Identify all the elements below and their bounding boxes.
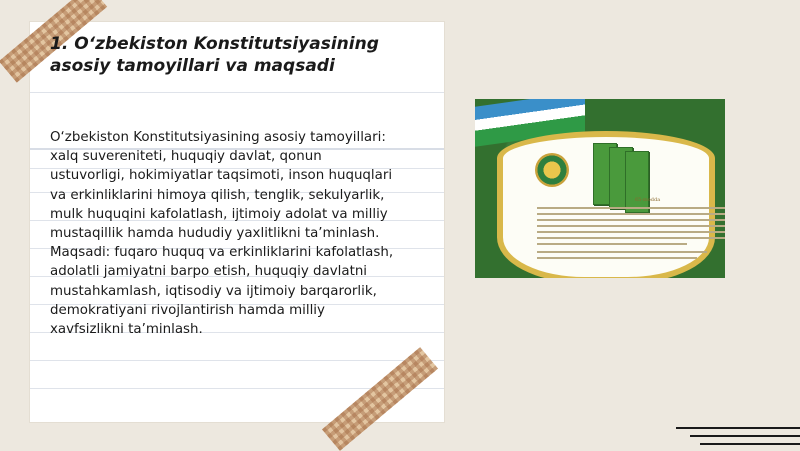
article-text-line [537,213,725,215]
constitution-image [475,99,725,278]
decorative-line [700,443,800,445]
constitution-card [497,131,715,278]
article-text-line [537,207,725,209]
article-text-line [537,251,707,253]
slide-body-text: O‘zbekiston Konstitutsiyasining asosiy tamoyillari: xalq suvereniteti, huquqiy davlat, qonun ustuvorligi, hokimiyatlar taqsimoti, inson huquqlari va erkinliklarini himoya qilish, tenglik, sekulyarlik, mulk huquqini kafolatlash, ijtimoiy adolat va milliy mustaqillik hamda hududiy yaxlitlikni ta’minlash. Maqsadi: fuqaro huquq va erkinliklarini kafolatlash, adolatli jamiyatni barpo etish, huquqiy davlatni mustahkamlash, iqtisodiy va ijtimoiy barqarorlik, demokratiyani rivojlantirish hamda milliy xavfsizlikni ta’minlash. [50,130,394,338]
article-heading: 65-modda [635,197,661,203]
article-text-line [537,225,725,227]
article-text-line [537,257,697,259]
article-text-line [537,219,725,221]
decorative-line [690,435,800,437]
constitution-book-icon [625,151,649,213]
state-emblem-icon [535,153,569,187]
paper-line [30,360,444,361]
article-text-line [537,243,687,245]
article-text-line [537,231,725,233]
article-text-line [537,237,725,239]
slide-title: 1. O‘zbekiston Konstitutsiyasining asosiy tamoyillari va maqsadi [50,34,379,76]
decorative-line [676,427,800,429]
paper-line [30,92,444,93]
